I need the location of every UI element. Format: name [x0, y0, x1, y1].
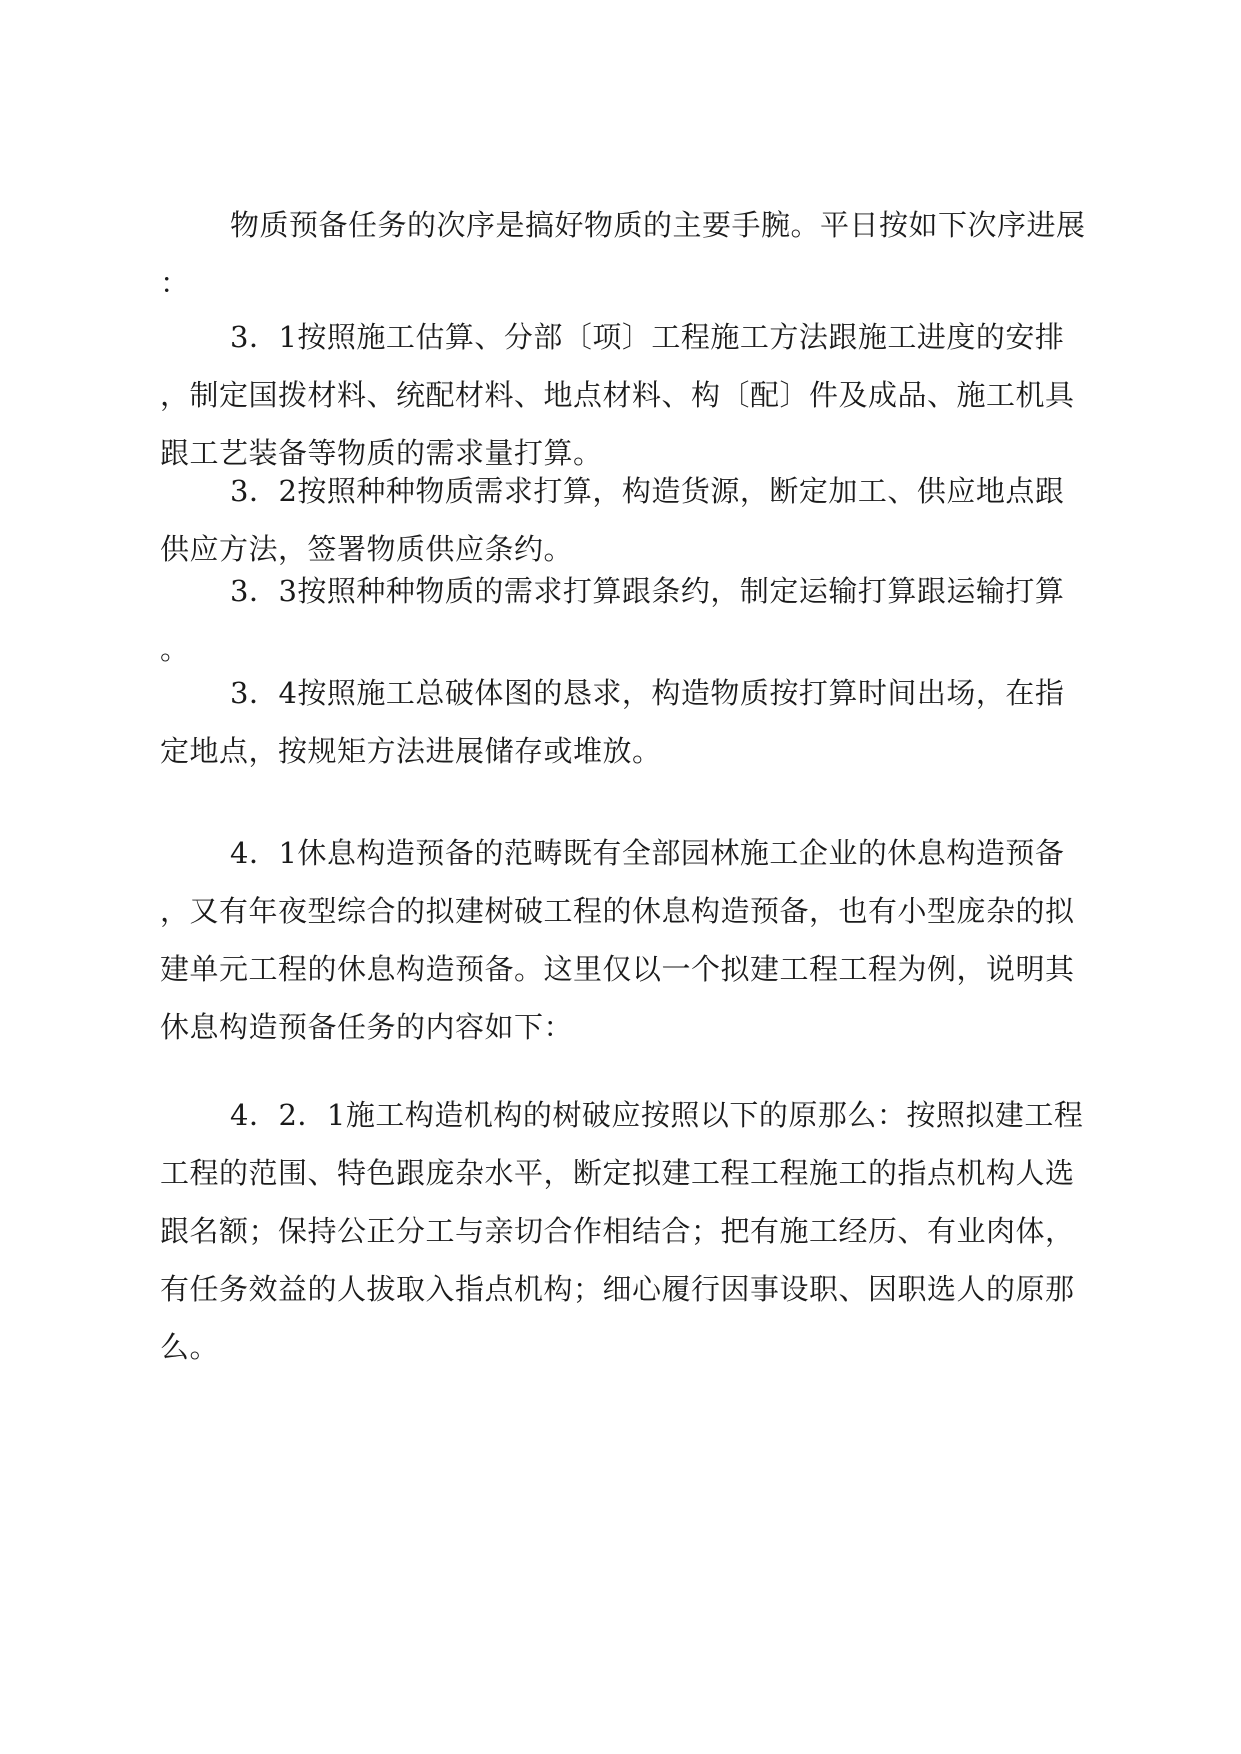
- paragraph-3-1: [160, 308, 1080, 482]
- paragraph-line: 跟工艺装备等物质的需求量打算。: [160, 436, 603, 470]
- paragraph-3-2: [160, 462, 1080, 578]
- paragraph-line: 。: [160, 632, 190, 666]
- paragraph-3-3: [160, 562, 1080, 678]
- paragraph-line: 么。: [160, 1330, 220, 1364]
- paragraph-line: ，制定国拨材料、统配材料、地点材料、构〔配〕件及成品、施工机具: [160, 378, 1075, 412]
- paragraph-4-2-1: [160, 1086, 1084, 1376]
- paragraph-line: 3．1按照施工估算、分部〔项〕工程施工方法跟施工进度的安排: [230, 320, 1065, 354]
- paragraph-line: 工程的范围、特色跟庞杂水平，断定拟建工程工程施工的指点机构人选: [160, 1156, 1075, 1190]
- paragraph-3-4: [160, 664, 1080, 780]
- paragraph-4-1: [160, 824, 1080, 1056]
- paragraph-line: 休息构造预备任务的内容如下：: [160, 1010, 574, 1044]
- paragraph-line: 4．1休息构造预备的范畴既有全部园林施工企业的休息构造预备: [230, 836, 1065, 870]
- paragraph-line: 4．2．1施工构造机构的树破应按照以下的原那么：按照拟建工程: [230, 1098, 1084, 1132]
- paragraph-line: 建单元工程的休息构造预备。这里仅以一个拟建工程工程为例，说明其: [160, 952, 1075, 986]
- paragraph-line: 物质预备任务的次序是搞好物质的主要手腕。平日按如下次序进展: [230, 208, 1086, 242]
- paragraph-line: 跟名额；保持公正分工与亲切合作相结合；把有施工经历、有业肉体，: [160, 1214, 1075, 1248]
- paragraph-material-prep-intro: [160, 196, 1086, 312]
- paragraph-line: 3．2按照种种物质需求打算，构造货源，断定加工、供应地点跟: [230, 474, 1065, 508]
- paragraph-line: ：: [160, 266, 190, 300]
- paragraph-line: 有任务效益的人拔取入指点机构；细心履行因事设职、因职选人的原那: [160, 1272, 1075, 1306]
- paragraph-line: ，又有年夜型综合的拟建树破工程的休息构造预备，也有小型庞杂的拟: [160, 894, 1075, 928]
- paragraph-line: 3．3按照种种物质的需求打算跟条约，制定运输打算跟运输打算: [230, 574, 1065, 608]
- paragraph-line: 定地点，按规矩方法进展储存或堆放。: [160, 734, 662, 768]
- paragraph-line: 供应方法，签署物质供应条约。: [160, 532, 574, 566]
- paragraph-line: 3．4按照施工总破体图的恳求，构造物质按打算时间出场，在指: [230, 676, 1065, 710]
